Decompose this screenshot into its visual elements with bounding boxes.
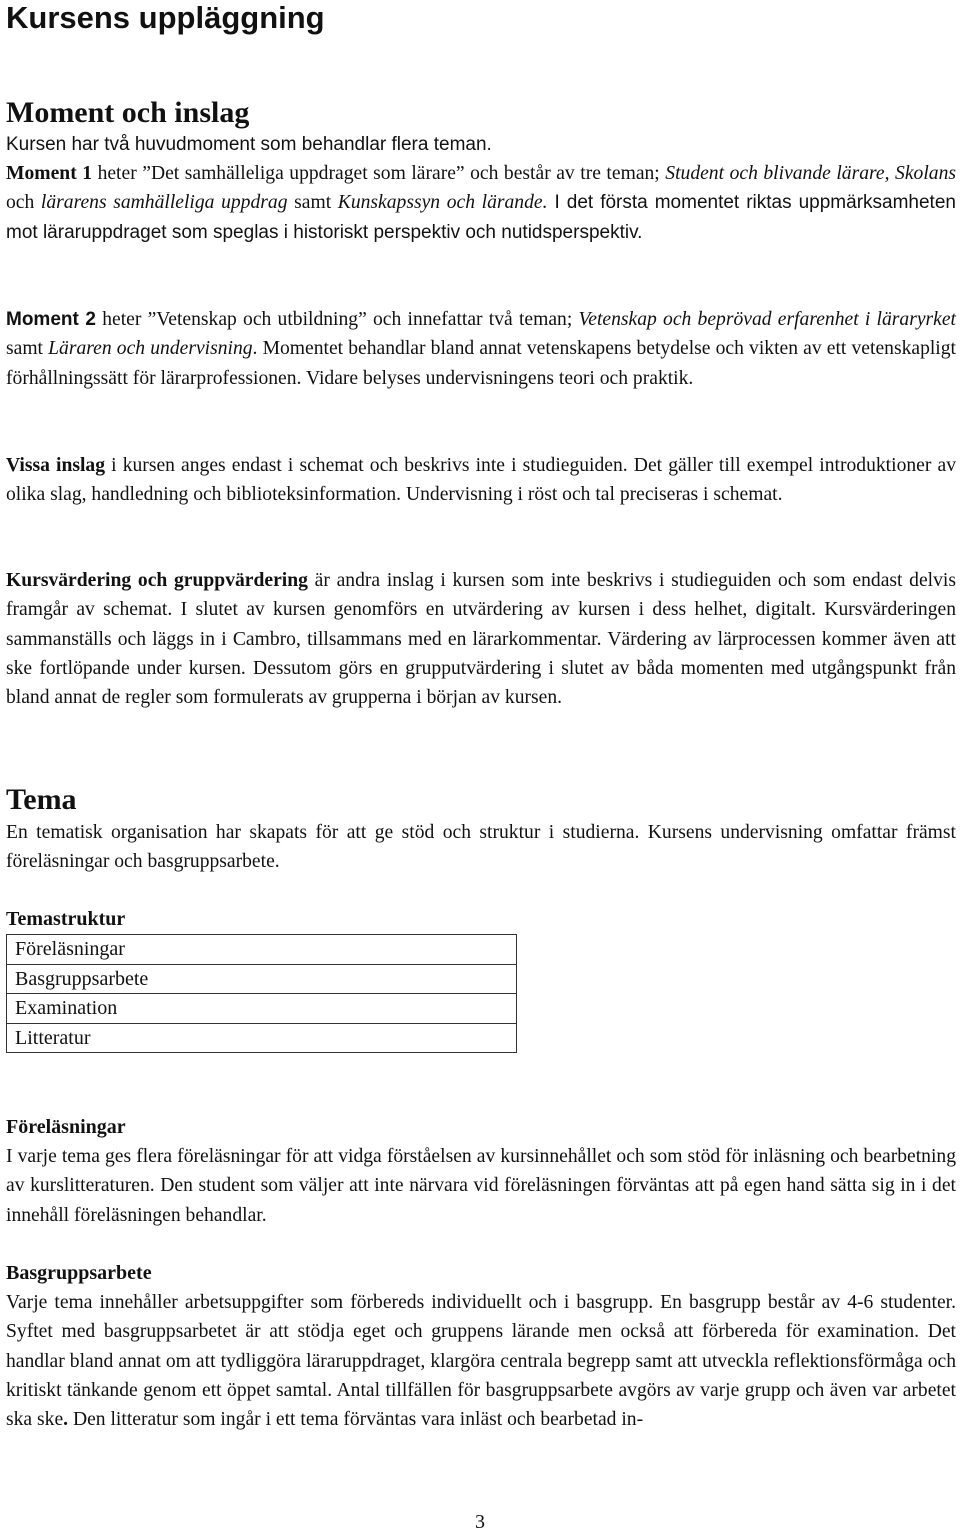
- text-run: samt: [287, 192, 338, 214]
- table-cell: Examination: [7, 994, 517, 1024]
- section-moment: [6, 96, 956, 130]
- theme-name: Student och blivande lärare, Skolans: [665, 163, 956, 184]
- moment-intro-block: [6, 130, 956, 159]
- tema-paragraph: [6, 818, 956, 877]
- text-run: . Momentet behandlar bland annat vetenskapens betydelse och vikten av ett vetenskapligt förhållningssätt för lärarprofessionen. Vidare belyses undervisningens teori och praktik.: [6, 338, 956, 389]
- text-run: i kursen anges endast i schemat och beskrivs inte i studieguiden. Det gäller till exempel introduktioner av olika slag, handledning och biblioteksinformation. Undervisning i röst och tal preciseras i schemat.: [6, 455, 956, 506]
- moment-2-paragraph: [6, 305, 956, 393]
- moment-heading: Moment och inslag: [6, 96, 250, 129]
- basgrupp-heading: Basgruppsarbete: [6, 1262, 152, 1284]
- theme-name: Vetenskap och beprövad erfarenhet i läraryrket: [578, 309, 956, 330]
- text-run: heter ”Vetenskap och utbildning” och innefattar två teman;: [96, 309, 579, 330]
- temastruktur-block: [6, 905, 956, 1053]
- table-cell: Basgruppsarbete: [7, 964, 517, 994]
- text-run: .: [63, 1409, 69, 1431]
- moment-intro: Kursen har två huvudmoment som behandlar flera teman.: [6, 134, 492, 155]
- moment-2-label: Moment 2: [6, 309, 96, 330]
- basgrupp-section: [6, 1259, 956, 1434]
- forelasningar-heading: Föreläsningar: [6, 1116, 126, 1138]
- temastruktur-heading: Temastruktur: [6, 908, 126, 930]
- tema-text: En tematisk organisation har skapats för att ge stöd och struktur i studierna. Kursens undervisning omfattar främst föreläsningar och basgruppsarbete.: [6, 822, 956, 873]
- page-title: Kursens uppläggning: [6, 0, 325, 35]
- moment-1-label: Moment 1: [6, 163, 93, 184]
- text-run: är andra inslag i kursen som inte beskrivs i studieguiden och som endast delvis framgår av schemat. I slutet av kursen genomförs en utvärdering av kursen i dess helhet, digitalt. Kursvärderingen sammanställs och läggs in i Cambro, tillsammans med en lärarkommentar. Värdering av lärprocessen kommer även att ske fortlöpande under kursen. Dessutom görs en grupputvärdering i slutet av båda momenten med utgångspunkt från bland annat de regler som formulerats av grupperna i början av kursen.: [6, 570, 956, 709]
- text-run: samt: [6, 338, 49, 360]
- page-number: 3: [475, 1511, 485, 1533]
- text-run: heter ”Det samhälleliga uppdraget som lärare” och består av tre teman;: [92, 163, 666, 184]
- text-run: Den litteratur som ingår i ett tema förväntas vara inläst och bearbetad in-: [68, 1409, 644, 1431]
- text-run: Varje tema innehåller arbetsuppgifter som förbereds individuellt och i basgrupp. En basgrupp består av 4-6 studenter. Syftet med basgruppsarbetet är att stödja eget och gruppens lärande men också att förbereda för examination. Det handlar bland annat om att tydliggöra läraruppdraget, klargöra centrala begrepp samt att utveckla reflektionsförmåga och kritiskt tänkande genom ett öppet samtal. Antal tillfällen för basgruppsarbete avgörs av varje grupp och även var arbetet ska ske: [6, 1292, 956, 1431]
- table-cell: Litteratur: [7, 1023, 517, 1053]
- vissa-inslag-label: Vissa inslag: [6, 455, 106, 476]
- section-tema: [6, 783, 956, 817]
- theme-name: Läraren och undervisning: [48, 338, 253, 360]
- moment-1-paragraph: [6, 159, 956, 247]
- theme-name: lärarens samhälleliga uppdrag: [40, 192, 288, 214]
- kursvardering-label: Kursvärdering och gruppvärdering: [6, 570, 308, 591]
- tema-heading: Tema: [6, 783, 77, 816]
- kursvardering-paragraph: [6, 566, 956, 712]
- forelasningar-section: [6, 1113, 956, 1230]
- table-cell: Föreläsningar: [7, 935, 517, 965]
- theme-name: Kunskapssyn och lärande.: [337, 192, 548, 214]
- vissa-inslag-paragraph: [6, 451, 956, 510]
- temastruktur-table: [6, 934, 517, 1053]
- text-run: I det första momentet riktas uppmärksamheten mot läraruppdraget som speglas i historiskt perspektiv och nutidsperspektiv.: [6, 192, 956, 243]
- forelasningar-text: I varje tema ges flera föreläsningar för att vidga förståelsen av kursinnehållet och som stöd för inläsning och bearbetning av kurslitteraturen. Den student som väljer att inte närvara vid föreläsningen förväntas att på egen hand sätta sig in i det innehåll föreläsningen behandlar.: [6, 1146, 956, 1226]
- text-run: och: [6, 192, 41, 214]
